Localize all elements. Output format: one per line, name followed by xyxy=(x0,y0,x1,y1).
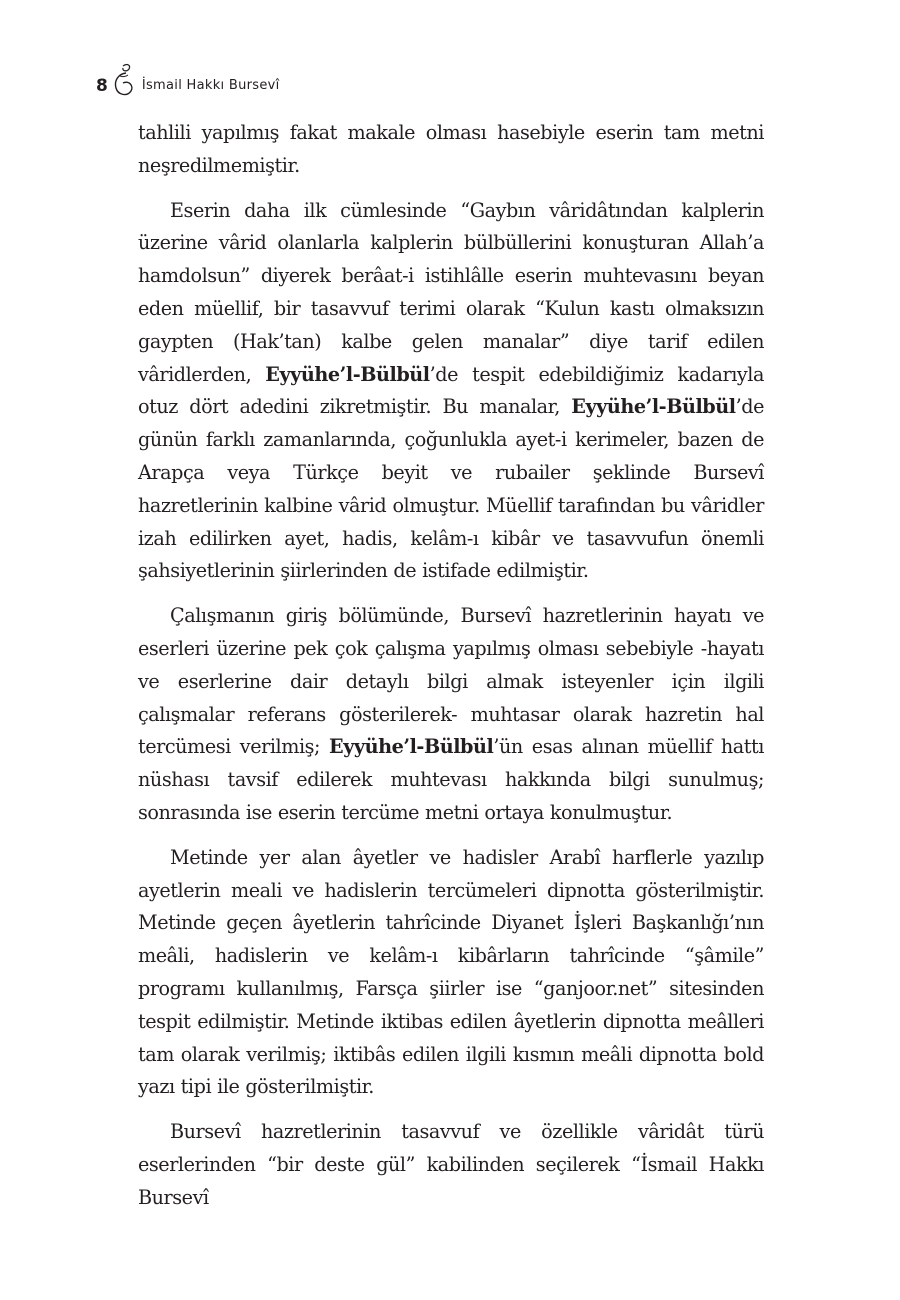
running-header xyxy=(96,62,280,102)
paragraph-4 xyxy=(138,842,764,1104)
text-segment: Çalışmanın giriş bölümünde, Bursevî hazretlerinin hayatı ve eserleri üzerine pek çok çalışma yapılmış olması sebebiyle -hayatı ve eserlerine dair detaylı bilgi almak isteyenler için ilgili çalışmalar referans gösterilerek- muhtasar olarak hazretin hal tercümesi verilmiş; xyxy=(138,604,764,759)
text-segment: tahlili yapılmış fakat makale olması hasebiyle eserin tam metni neşredilmemiştir. xyxy=(138,121,764,177)
paragraph-2 xyxy=(138,195,764,589)
calligraphic-flourish-icon xyxy=(110,62,136,102)
book-title: Eyyühe’l-Bülbül xyxy=(329,735,494,759)
page-number: 8 xyxy=(96,76,108,96)
running-title: İsmail Hakkı Bursevî xyxy=(141,77,280,93)
book-title: Eyyühe’l-Bülbül xyxy=(571,395,736,419)
paragraph-3 xyxy=(138,600,764,830)
text-segment: Bursevî hazretlerinin tasavvuf ve özellikle vâridât türü eserlerinden “bir deste gül” kabilinden seçilerek “İsmail Hakkı Bursevî xyxy=(138,1120,764,1209)
text-segment: Eserin daha ilk cümlesinde “Gaybın vâridâtından kalplerin üzerine vârid olanlarla kalplerin bülbüllerini konuşturan Allah’a hamdolsun” diyerek berâat-i istihlâlle eserin muhtevasını beyan eden müellif, bir tasavvuf terimi olarak “Kulun kastı olmaksızın gaypten (Hak’tan) kalbe gelen manalar” diye tarif edilen vâridlerden, xyxy=(138,198,764,386)
paragraph-5 xyxy=(138,1116,764,1214)
paragraph-1 xyxy=(138,117,764,183)
text-segment: ’ün esas alınan müellif hattı nüshası tavsif edilerek muhtevası hakkında bilgi sunulmuş; sonrasında ise eserin tercüme metni ortaya konulmuştur. xyxy=(138,735,764,824)
text-segment: Metinde yer alan âyetler ve hadisler Arabî harflerle yazılıp ayetlerin meali ve hadislerin tercümeleri dipnotta gösterilmiştir. Metinde geçen âyetlerin tahrîcinde Diyanet İşleri Başkanlığı’nın meâli, hadislerin ve kelâm-ı kibârların tahrîcinde “şâmile” programı kullanılmış, Farsça şiirler ise “ganjoor.net” sitesinden tespit edilmiştir. Metinde iktibas edilen âyetlerin dipnotta meâlleri tam olarak verilmiş; iktibâs edilen ilgili kısmın meâli dipnotta bold yazı tipi ile gösterilmiştir. xyxy=(138,845,764,1099)
book-title: Eyyühe’l-Bülbül xyxy=(265,362,430,386)
body-text xyxy=(138,117,764,1227)
text-segment: ’de tespit edebildiğimiz kadarıyla otuz dört adedini zikretmiştir. Bu manalar, xyxy=(138,362,764,419)
text-segment: ’de günün farklı zamanlarında, çoğunlukla ayet-i kerimeler, bazen de Arapça veya Türkçe beyit ve rubailer şeklinde Bursevî hazretlerinin kalbine vârid olmuştur. Müellif tarafından bu vâridler izah edilirken ayet, hadis, kelâm-ı kibâr ve tasavvufun önemli şahsiyetlerinin şiirlerinden de istifade edilmiştir. xyxy=(138,395,764,583)
